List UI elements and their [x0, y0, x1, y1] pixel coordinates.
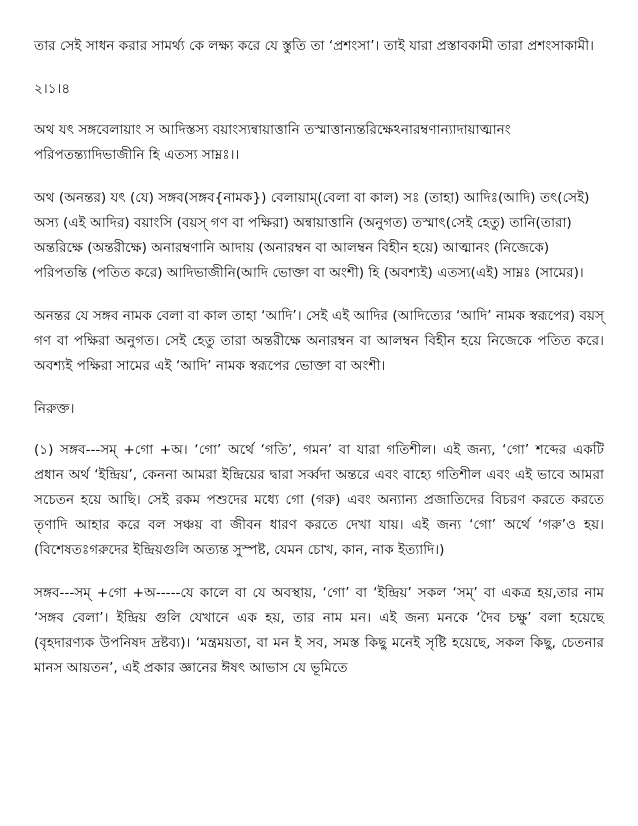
paragraph-intro: তার সেই সাধন করার সামর্থ্য কে লক্ষ্য করে যে স্তুতি তা ‘প্রশংসা’। তাই যারা প্রস্তাবকামী তারা প্রশংসাকামী। — [34, 38, 594, 54]
verse-number: ২।১।৪ — [34, 81, 71, 97]
word-by-word-meaning: অথ (অনন্তর) যৎ (যে) সঙ্গব(সঙ্গব{নামক}) বেলায়াম্(বেলা বা কাল) সঃ (তাহা) আদিঃ(আদি) তৎ(সেই) অস্য (এই আদির) বয়াংসি (বয়স্ গণ বা পক্ষিরা) অন্বায়াত্তানি (অনুগত) তস্মাৎ(সেই হেতু) তানি(তারা) অন্তরিক্ষে (অন্তরীক্ষে) অনারম্বণানি আদায় (অনারম্বন বা আলম্বন বিহীন হয়ে) আত্মানং (নিজেকে) পরিপতন্তি (পতিত করে) আদিভাজীনি(আদি ভোক্তা বা অংশী) হি (অবশ্যই) এতস্য(এই) সাম্নঃ (সামের)। — [34, 190, 590, 281]
translation-paragraph: অনন্তর যে সঙ্গব নামক বেলা বা কাল তাহা ‘আদি’। সেই এই আদির (আদিত্যের ‘আদি’ নামক স্বরূপের) বয়স্ গণ বা পক্ষিরা অনুগত। সেই হেতু তারা অন্তরীক্ষে অনারম্বন বা আলম্বন বিহীন হয়ে নিজেকে পতিত করে। অবশ্যই পক্ষিরা সামের এই ‘আদি’ নামক স্বরূপের ভোক্তা বা অংশী। — [34, 308, 604, 374]
sanskrit-verse: অথ যৎ সঙ্গবেলায়াং স আদিস্তস্য বয়াংস্যন্বায়াত্তানি তস্মাত্তান্যন্তরিক্ষেঽনারম্বণান্যাদায়াত্মানং পরিপতন্ত্যাদিভাজীনি হি এতস্য সাম্নঃ।। — [34, 122, 511, 163]
section-heading-nirukta: নিরুক্ত। — [34, 401, 75, 417]
nirukta-paragraph-1: (১) সঙ্গব---সম্ +গো +অ। ‘গো’ অর্থে ‘গতি’, গমন’ বা যারা গতিশীল। এই জন্য, ‘গো’ শব্দের একটি প্রধান অর্থ ‘ইন্দ্রিয়’, কেননা আমরা ইন্দ্রিয়ের দ্বারা সর্ব্বদা অন্তরে এবং বাহ্যে গতিশীল এবং এই ভাবে আমরা সচেতন হয়ে আছি। সেই রকম পশুদের মধ্যে গো (গরু) এবং অন্যান্য প্রজাতিদের বিচরণ করতে করতে তৃণাদি আহার করে বল সঞ্চয় বা জীবন ধারণ করতে দেখা যায়। এই জন্য ‘গো’ অর্থে ‘গরু’ও হয়। (বিশেষতঃগরুদের ইন্দ্রিয়গুলি অত্যন্ত সুস্পষ্ট, যেমন চোখ, কান, নাক ইত্যাদি।) — [34, 442, 604, 558]
nirukta-paragraph-2: সঙ্গব---সম্ +গো +অ-----যে কালে বা যে অবস্থায়, ‘গো’ বা ‘ইন্দ্রিয়’ সকল ‘সম্’ বা একত্র হয়,তার নাম ‘সঙ্গব বেলা’। ইন্দ্রিয় গুলি যেখানে এক হয়, তার নাম মন। এই জন্য মনকে ‘দৈব চক্ষু’ বলা হয়েছে (বৃহদারণ্যক উপনিষদ দ্রষ্টব্য)। ‘মন্ত্রময়তা, বা মন ই সব, সমস্ত কিছু মনেই সৃষ্টি হয়েছে, সকল কিছু, চেতনার মানস আয়তন’, এই প্রকার জ্ঞানের ঈষৎ আভাস যে ভূমিতে — [34, 585, 604, 676]
